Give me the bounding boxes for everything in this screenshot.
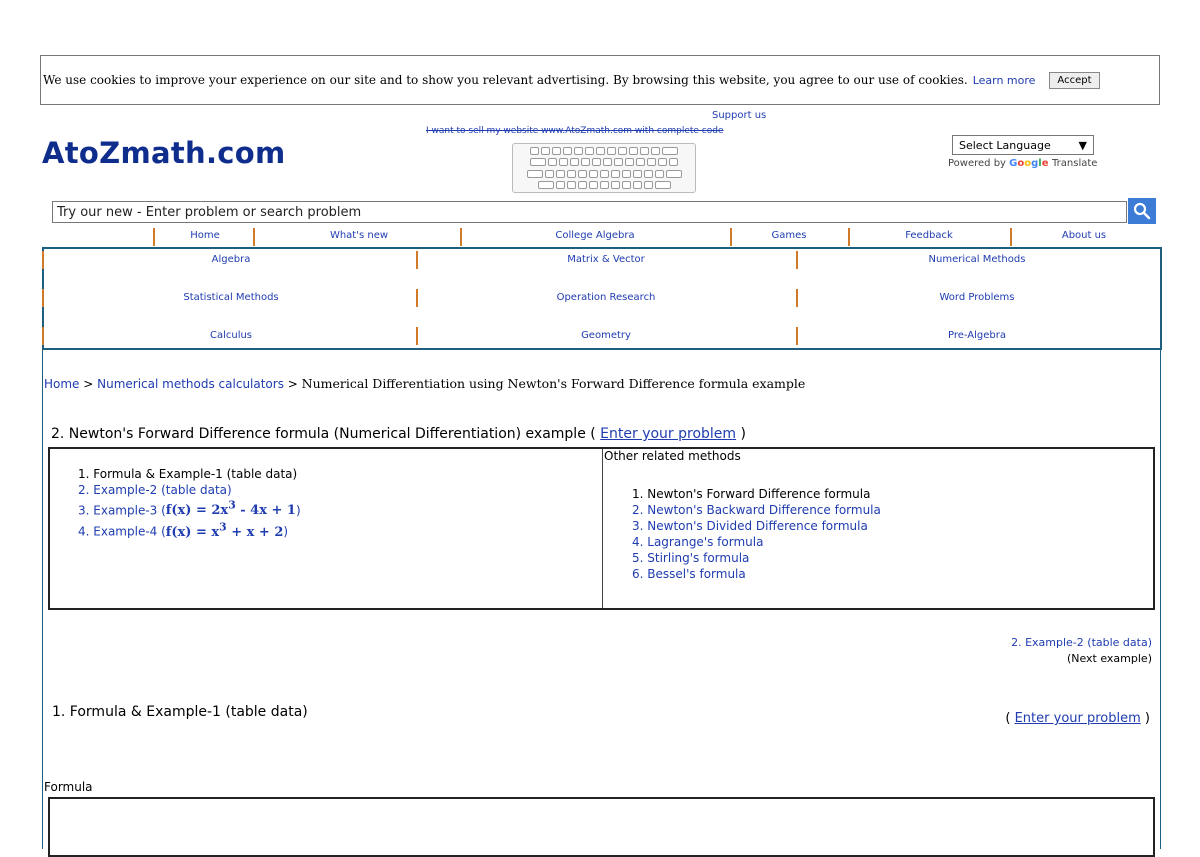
- breadcrumb-current: Numerical Differentiation using Newton's Forward Difference formula example: [301, 376, 806, 391]
- cookie-message: We use cookies to improve your experience on our site and to show you relevant advertising. By browsing this website, you agree to our use of cookies.: [43, 73, 968, 87]
- category-algebra[interactable]: Algebra: [211, 254, 251, 265]
- other-methods-list: [632, 486, 881, 582]
- category-geometry[interactable]: Geometry: [581, 330, 631, 341]
- google-logo[interactable]: Google: [1009, 158, 1049, 169]
- examples-list: [78, 466, 301, 541]
- accept-cookies-button[interactable]: Accept: [1049, 72, 1099, 89]
- nav-college-algebra[interactable]: College Algebra: [555, 230, 635, 241]
- top-nav: [42, 228, 1160, 246]
- dropdown-arrow-icon: ▼: [1078, 138, 1087, 152]
- learn-more-link[interactable]: Learn more: [972, 73, 1036, 87]
- section-title-close: ): [740, 426, 746, 442]
- example-4-link[interactable]: [78, 519, 301, 540]
- example-4-close: ): [283, 524, 289, 539]
- enter-your-problem-link-2[interactable]: Enter your problem: [1014, 711, 1141, 726]
- sell-website-link[interactable]: I want to sell my website www.AtoZmath.com with complete code: [426, 126, 724, 136]
- powered-by-text: Powered by: [948, 158, 1006, 169]
- google-translate-credit: [948, 158, 1097, 169]
- next-example-link[interactable]: 2. Example-2 (table data): [1011, 636, 1152, 649]
- example-3-link[interactable]: [78, 498, 301, 519]
- example-2-link[interactable]: 2. Example-2 (table data): [78, 483, 232, 497]
- formula-box: [48, 797, 1155, 857]
- category-operation-research[interactable]: Operation Research: [556, 292, 656, 303]
- other-methods-title: Other related methods: [604, 449, 741, 463]
- search-button[interactable]: [1128, 198, 1156, 224]
- method-link-bessel[interactable]: 6. Bessel's formula: [632, 567, 746, 581]
- breadcrumb-home[interactable]: Home: [44, 377, 80, 391]
- page-border-left: [42, 350, 43, 849]
- example-4-label: 4. Example-4 (: [78, 524, 166, 539]
- breadcrumb-separator: >: [283, 377, 302, 391]
- category-matrix-vector[interactable]: Matrix & Vector: [567, 254, 645, 265]
- method-link-stirling[interactable]: 5. Stirling's formula: [632, 551, 750, 565]
- breadcrumb: [44, 376, 805, 391]
- table-divider: [602, 449, 603, 608]
- breadcrumb-separator: >: [79, 377, 98, 391]
- method-link-backward[interactable]: 2. Newton's Backward Difference formula: [632, 503, 881, 517]
- example-1-title: 1. Formula & Example-1 (table data): [52, 704, 308, 720]
- nav-whats-new[interactable]: What's new: [329, 230, 389, 241]
- section-title: [51, 426, 746, 442]
- example-1-item: 1. Formula & Example-1 (table data): [78, 467, 298, 481]
- breadcrumb-calculators[interactable]: Numerical methods calculators: [97, 377, 284, 391]
- nav-about-us[interactable]: About us: [1061, 230, 1107, 241]
- page-border-right: [1160, 350, 1161, 849]
- category-pre-algebra[interactable]: Pre-Algebra: [948, 330, 1006, 341]
- examples-table: [48, 447, 1155, 610]
- nav-feedback[interactable]: Feedback: [905, 230, 953, 241]
- enter-problem-open: (: [1005, 711, 1011, 726]
- enter-problem-2: [1005, 711, 1150, 726]
- next-example-label: (Next example): [1066, 652, 1152, 665]
- category-word-problems[interactable]: Word Problems: [939, 292, 1015, 303]
- category-numerical-methods[interactable]: Numerical Methods: [928, 254, 1026, 265]
- example-4-formula: $f(x) = x^3 + x + 2$: [165, 520, 284, 540]
- method-item-forward: 1. Newton's Forward Difference formula: [632, 487, 871, 501]
- virtual-keyboard-icon[interactable]: [512, 143, 696, 193]
- next-example: [1011, 635, 1152, 667]
- enter-your-problem-link[interactable]: Enter your problem: [600, 426, 737, 442]
- search-input[interactable]: Try our new - Enter problem or search problem: [52, 201, 1127, 223]
- category-grid: [42, 247, 1162, 350]
- translate-text: Translate: [1052, 158, 1098, 169]
- site-logo[interactable]: AtoZmath.com: [42, 136, 286, 170]
- example-3-close: ): [295, 503, 301, 518]
- method-link-divided[interactable]: 3. Newton's Divided Difference formula: [632, 519, 868, 533]
- example-3-formula: $f(x) = 2x^3 - 4x + 1$: [165, 499, 296, 519]
- enter-problem-close: ): [1144, 711, 1150, 726]
- cookie-banner: [40, 55, 1160, 105]
- language-select[interactable]: [952, 135, 1094, 155]
- nav-games[interactable]: Games: [771, 230, 807, 241]
- category-calculus[interactable]: Calculus: [209, 330, 253, 341]
- nav-home[interactable]: Home: [190, 230, 220, 241]
- category-statistical-methods[interactable]: Statistical Methods: [183, 292, 279, 303]
- formula-label: Formula: [44, 780, 93, 794]
- support-us-link[interactable]: Support us: [712, 110, 767, 121]
- section-title-text: 2. Newton's Forward Difference formula (Numerical Differentiation) example (: [51, 426, 596, 442]
- method-link-lagrange[interactable]: 4. Lagrange's formula: [632, 535, 764, 549]
- language-select-label: Select Language: [959, 138, 1051, 152]
- example-3-label: 3. Example-3 (: [78, 503, 166, 518]
- search-icon: [1133, 202, 1151, 220]
